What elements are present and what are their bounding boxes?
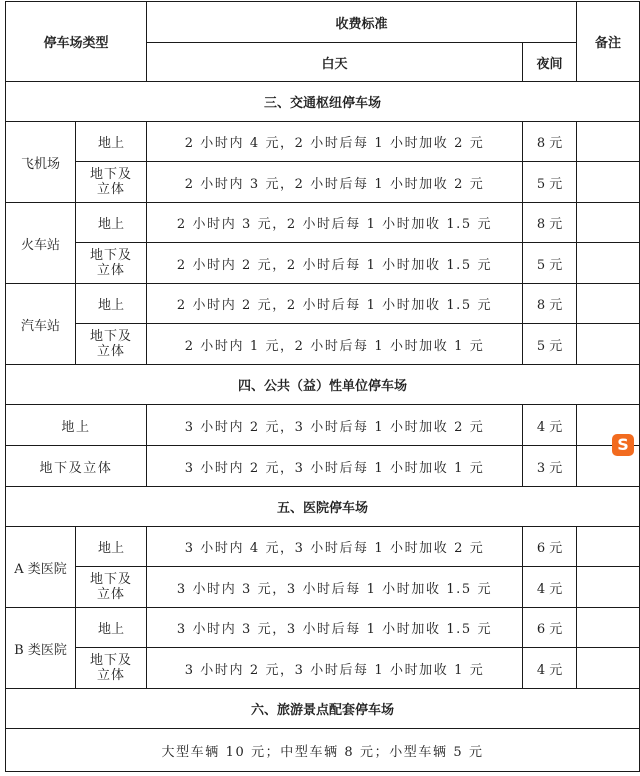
section-title: 六、旅游景点配套停车场 xyxy=(6,689,640,729)
sub-type-text: 地下及立体 xyxy=(90,653,133,683)
day-fee: 3 小时内 2 元，3 小时后每 1 小时加收 2 元 xyxy=(147,405,523,446)
section-title: 五、医院停车场 xyxy=(6,487,640,527)
header-night: 夜间 xyxy=(523,43,577,82)
section-title: 三、交通枢纽停车场 xyxy=(6,82,640,122)
day-fee: 2 小时内 3 元，2 小时后每 1 小时加收 2 元 xyxy=(147,162,523,203)
night-fee: 6 元 xyxy=(523,527,577,567)
remark-cell xyxy=(577,527,640,567)
sub-type: 地上 xyxy=(76,284,147,324)
night-fee: 3 元 xyxy=(523,446,577,487)
group-name: 汽车站 xyxy=(6,284,76,365)
sub-type-text: 地下及立体 xyxy=(90,572,133,602)
table-row xyxy=(6,648,640,689)
parking-fee-table xyxy=(5,1,640,772)
remark-cell xyxy=(577,567,640,608)
day-fee: 3 小时内 2 元，3 小时后每 1 小时加收 1 元 xyxy=(147,446,523,487)
remark-cell xyxy=(577,284,640,324)
remark-cell xyxy=(577,243,640,284)
group-name: 火车站 xyxy=(6,203,76,284)
table-row xyxy=(6,729,640,772)
day-fee: 2 小时内 2 元，2 小时后每 1 小时加收 1.5 元 xyxy=(147,284,523,324)
remark-cell xyxy=(577,648,640,689)
night-fee: 5 元 xyxy=(523,162,577,203)
remark-cell xyxy=(577,608,640,648)
day-fee: 3 小时内 2 元，3 小时后每 1 小时加收 1 元 xyxy=(147,648,523,689)
table-row xyxy=(6,162,640,203)
remark-cell xyxy=(577,324,640,365)
site-type: 地下及立体 xyxy=(6,446,147,487)
remark-cell xyxy=(577,122,640,162)
day-fee: 3 小时内 4 元，3 小时后每 1 小时加收 2 元 xyxy=(147,527,523,567)
remark-cell xyxy=(577,203,640,243)
header-day: 白天 xyxy=(147,43,523,82)
table-row xyxy=(6,527,640,567)
table-row xyxy=(6,405,640,446)
header-fee-standard: 收费标准 xyxy=(147,2,577,43)
sub-type-text: 地下及立体 xyxy=(90,329,133,359)
table-row xyxy=(6,567,640,608)
night-fee: 8 元 xyxy=(523,122,577,162)
site-type: 地上 xyxy=(6,405,147,446)
sub-type xyxy=(76,162,147,203)
sub-type: 地上 xyxy=(76,608,147,648)
day-fee: 2 小时内 4 元，2 小时后每 1 小时加收 2 元 xyxy=(147,122,523,162)
sub-type: 地上 xyxy=(76,203,147,243)
sub-type xyxy=(76,324,147,365)
day-fee: 2 小时内 2 元，2 小时后每 1 小时加收 1.5 元 xyxy=(147,243,523,284)
sub-type xyxy=(76,648,147,689)
day-fee: 2 小时内 1 元，2 小时后每 1 小时加收 1 元 xyxy=(147,324,523,365)
table-row xyxy=(6,122,640,162)
group-name: 飞机场 xyxy=(6,122,76,203)
header-type: 停车场类型 xyxy=(6,2,147,82)
day-fee: 3 小时内 3 元，3 小时后每 1 小时加收 1.5 元 xyxy=(147,608,523,648)
group-name: B 类医院 xyxy=(6,608,76,689)
sub-type-text: 地下及立体 xyxy=(90,248,133,278)
day-fee: 3 小时内 3 元，3 小时后每 1 小时加收 1.5 元 xyxy=(147,567,523,608)
sub-type xyxy=(76,567,147,608)
night-fee: 4 元 xyxy=(523,648,577,689)
sub-type xyxy=(76,243,147,284)
section-title: 四、公共（益）性单位停车场 xyxy=(6,365,640,405)
table-row xyxy=(6,446,640,487)
sub-type: 地上 xyxy=(76,122,147,162)
night-fee: 6 元 xyxy=(523,608,577,648)
night-fee: 5 元 xyxy=(523,324,577,365)
table-row xyxy=(6,324,640,365)
table-row xyxy=(6,243,640,284)
remark-cell xyxy=(577,162,640,203)
night-fee: 5 元 xyxy=(523,243,577,284)
night-fee: 4 元 xyxy=(523,567,577,608)
day-fee: 2 小时内 3 元，2 小时后每 1 小时加收 1.5 元 xyxy=(147,203,523,243)
night-fee: 4 元 xyxy=(523,405,577,446)
tourist-fee-note: 大型车辆 10 元；中型车辆 8 元；小型车辆 5 元 xyxy=(6,729,640,772)
group-name: A 类医院 xyxy=(6,527,76,608)
table-row xyxy=(6,608,640,648)
sub-type-text: 地下及立体 xyxy=(90,167,133,197)
night-fee: 8 元 xyxy=(523,284,577,324)
sogou-input-icon[interactable]: S xyxy=(612,434,634,456)
night-fee: 8 元 xyxy=(523,203,577,243)
sub-type: 地上 xyxy=(76,527,147,567)
header-remark: 备注 xyxy=(577,2,640,82)
table-row xyxy=(6,203,640,243)
table-row xyxy=(6,284,640,324)
